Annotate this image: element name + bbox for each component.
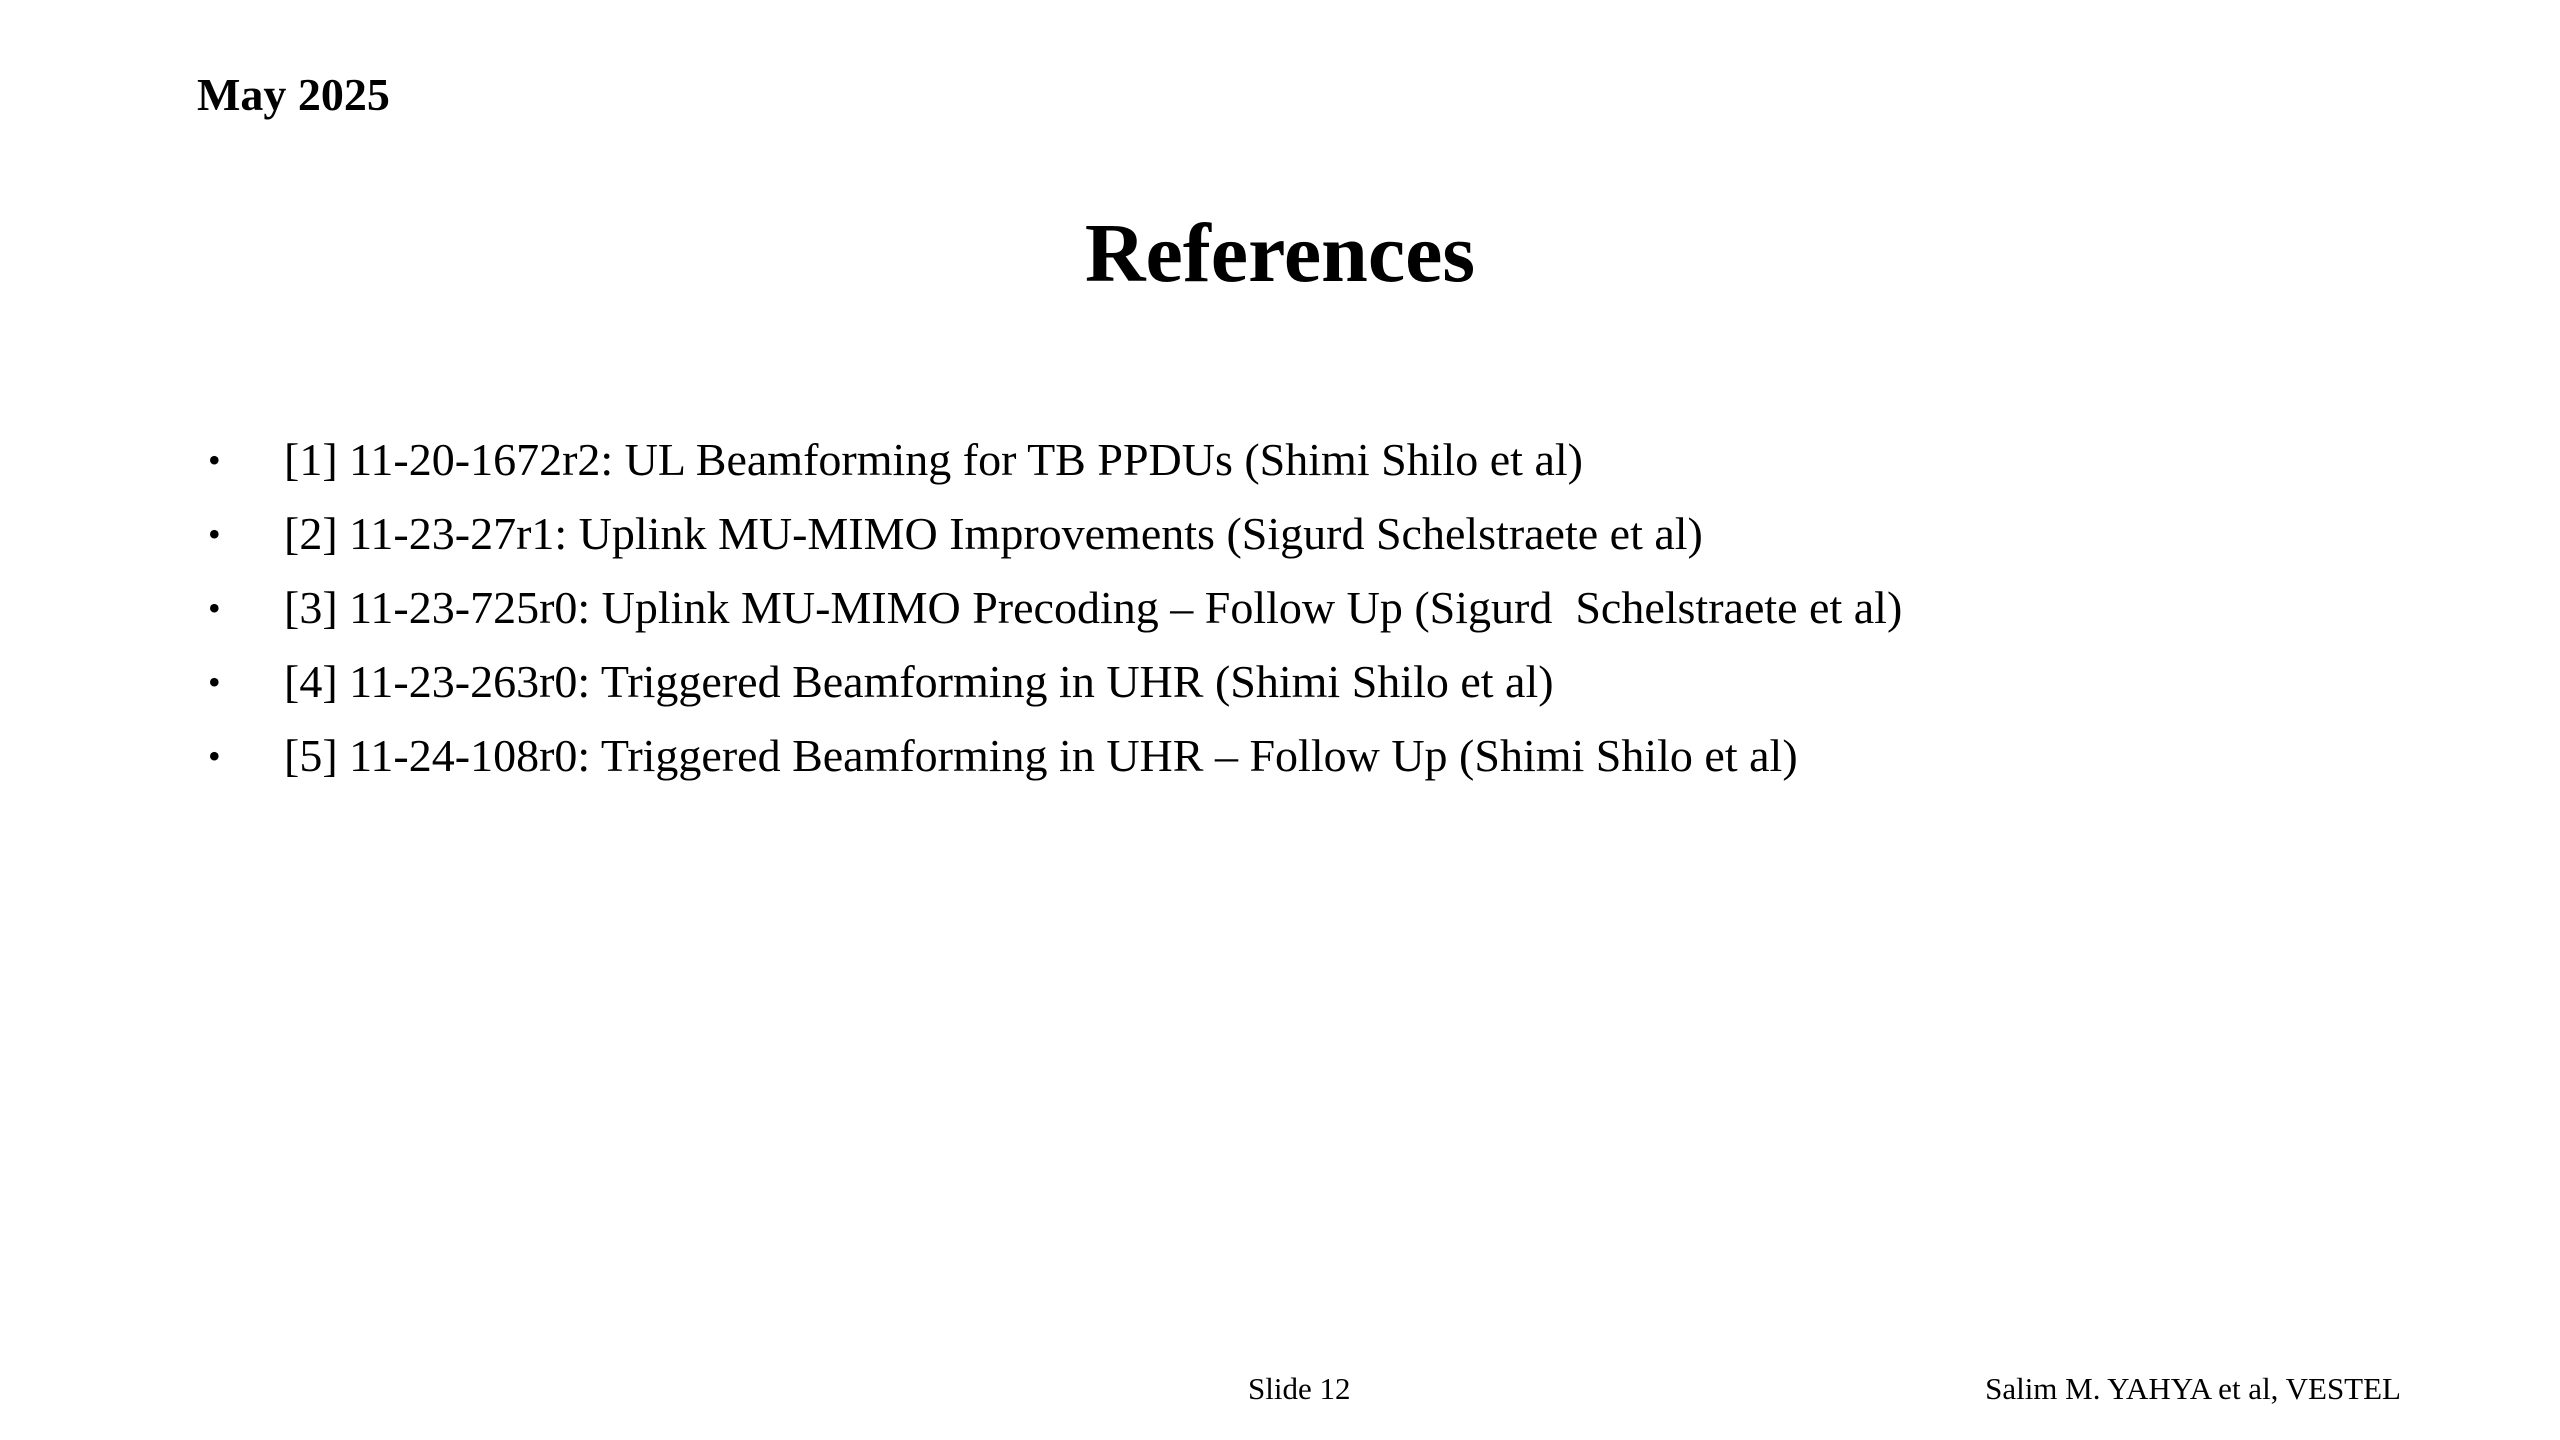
footer-author: Salim M. YAHYA et al, VESTEL	[1985, 1371, 2401, 1406]
reference-text: [1] 11-20-1672r2: UL Beamforming for TB PPDUs (Shimi Shilo et al)	[284, 434, 1583, 485]
reference-item	[208, 724, 1902, 798]
reference-text: [5] 11-24-108r0: Triggered Beamforming in UHR – Follow Up (Shimi Shilo et al)	[284, 730, 1798, 781]
reference-list	[208, 428, 1902, 798]
reference-item	[208, 502, 1902, 576]
bullet-icon: •	[208, 588, 221, 628]
reference-text: [4] 11-23-263r0: Triggered Beamforming in UHR (Shimi Shilo et al)	[284, 656, 1554, 707]
bullet-icon: •	[208, 440, 221, 480]
reference-item	[208, 650, 1902, 724]
reference-item	[208, 576, 1902, 650]
bullet-icon: •	[208, 514, 221, 554]
reference-text: [2] 11-23-27r1: Uplink MU-MIMO Improvements (Sigurd Schelstraete et al)	[284, 508, 1703, 559]
header-date: May 2025	[197, 69, 390, 120]
reference-text: [3] 11-23-725r0: Uplink MU-MIMO Precoding – Follow Up (Sigurd Schelstraete et al)	[284, 582, 1903, 633]
reference-item	[208, 428, 1902, 502]
slide-title: References	[1084, 207, 1476, 300]
bullet-icon: •	[208, 736, 221, 776]
bullet-icon: •	[208, 662, 221, 702]
slide-number: Slide 12	[1248, 1371, 1351, 1406]
